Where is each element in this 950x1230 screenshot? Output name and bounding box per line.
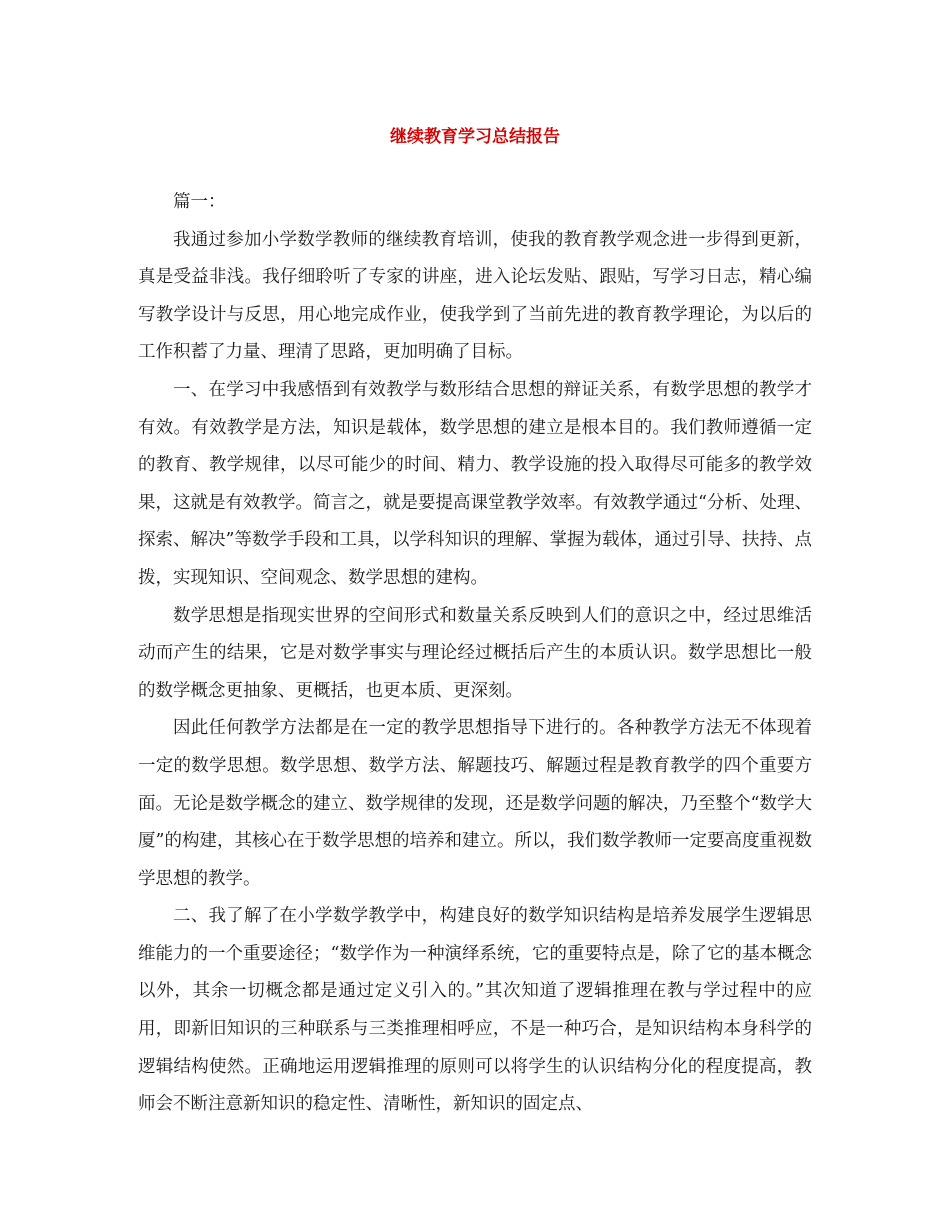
section-heading: 篇一： — [173, 192, 226, 212]
paragraph: 二、我了解了在小学数学教学中，构建良好的数学知识结构是培养发展学生逻辑思维能力的一个重要途径；“数学作为一种演绎系统，它的重要特点是，除了它的基本概念以外，其余一切概念都是通过定义引入的。”其次知道了逻辑推理在教与学过程中的应用，即新旧知识的三种联系与三类推理相呼应，不是一种巧合，是知识结构本身科学的逻辑结构使然。正确地运用逻辑推理的原则可以将学生的认识结构分化的程度提高，教师会不断注意新知识的稳定性、清晰性，新知识的固定点、 — [138, 906, 812, 1115]
document-body — [138, 118, 812, 1124]
paragraph: 数学思想是指现实世界的空间形式和数量关系反映到人们的意识之中，经过思维活动而产生的结果，它是对数学事实与理论经过概括后产生的本质认识。数学思想比一般的数学概念更抽象、更概括，也更本质、更深刻。 — [138, 605, 812, 701]
paragraph: 因此任何教学方法都是在一定的教学思想指导下进行的。各种教学方法无不体现着一定的数学思想。数学思想、数学方法、解题技巧、解题过程是教育教学的四个重要方面。无论是数学概念的建立、数学规律的发现，还是数学问题的解决，乃至整个“数学大厦”的构建，其核心在于数学思想的培养和建立。所以，我们数学教师一定要高度重视数学思想的教学。 — [138, 718, 812, 889]
document-title: 继续教育学习总结报告 — [390, 127, 560, 147]
paragraph: 一、在学习中我感悟到有效教学与数形结合思想的辩证关系，有数学思想的教学才有效。有效教学是方法，知识是载体，数学思想的建立是根本目的。我们教师遵循一定的教育、教学规律，以尽可能少的时间、精力、教学设施的投入取得尽可能多的教学效果，这就是有效教学。简言之，就是要提高课堂教学效率。有效教学通过“分析、处理、探索、解决”等数学手段和工具，以学科知识的理解、掌握为载体，通过引导、扶持、点拨，实现知识、空间观念、数学思想的建构。 — [138, 379, 812, 588]
paragraph: 我通过参加小学数学教师的继续教育培训，使我的教育教学观念进一步得到更新，真是受益非浅。我仔细聆听了专家的讲座，进入论坛发贴、跟贴，写学习日志，精心编写教学设计与反思，用心地完成作业，使我学到了当前先进的教育教学理论，为以后的工作积蓄了力量、理清了思路，更加明确了目标。 — [138, 229, 812, 363]
